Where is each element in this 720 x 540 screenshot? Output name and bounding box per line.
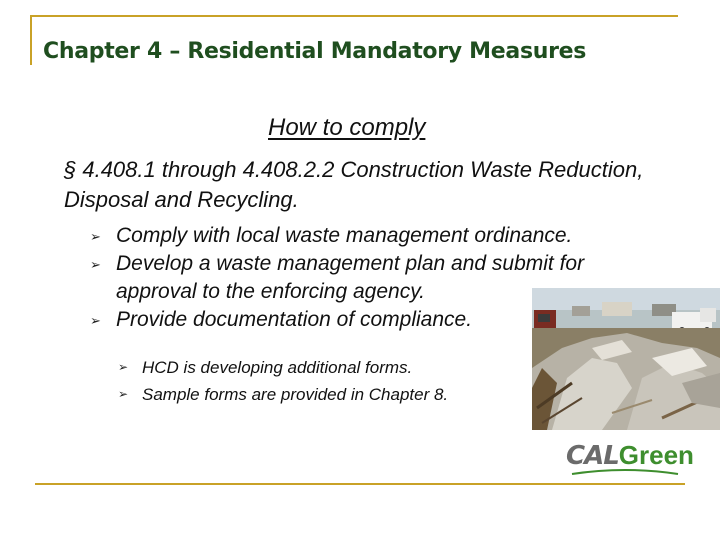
logo-swoosh-icon bbox=[570, 468, 680, 478]
frame-bottom-line bbox=[35, 483, 685, 485]
arrowhead-bullet-icon: ➢ bbox=[118, 387, 129, 401]
sub-bullet-item bbox=[118, 381, 558, 408]
frame-left-line bbox=[30, 15, 32, 65]
bullet-text: Develop a waste management plan and submit for approval to the enforcing agency. bbox=[116, 252, 585, 303]
logo-green-text: Green bbox=[618, 440, 694, 470]
arrowhead-bullet-icon: ➢ bbox=[118, 360, 129, 374]
calgreen-logo bbox=[566, 440, 694, 480]
slide-subtitle: How to comply bbox=[268, 114, 426, 141]
slide-title: Chapter 4 – Residential Mandatory Measures bbox=[43, 39, 587, 64]
frame-top-line bbox=[30, 15, 678, 17]
sub-bullet-text: Sample forms are provided in Chapter 8. bbox=[142, 385, 449, 404]
bullet-text: Provide documentation of compliance. bbox=[116, 308, 473, 331]
construction-debris-photo bbox=[532, 288, 720, 430]
logo-cal-text: CAL bbox=[566, 441, 619, 471]
arrowhead-bullet-icon: ➢ bbox=[90, 257, 101, 272]
arrowhead-bullet-icon: ➢ bbox=[90, 229, 101, 244]
sub-bullet-text: HCD is developing additional forms. bbox=[142, 358, 413, 377]
sub-bullet-item bbox=[118, 354, 558, 381]
arrowhead-bullet-icon: ➢ bbox=[90, 313, 101, 328]
sub-bullet-list bbox=[118, 354, 558, 408]
bullet-text: Comply with local waste management ordinance. bbox=[116, 224, 573, 247]
bullet-item bbox=[90, 222, 670, 250]
section-heading: § 4.408.1 through 4.408.2.2 Construction Waste Reduction, Disposal and Recycling. bbox=[64, 157, 644, 212]
